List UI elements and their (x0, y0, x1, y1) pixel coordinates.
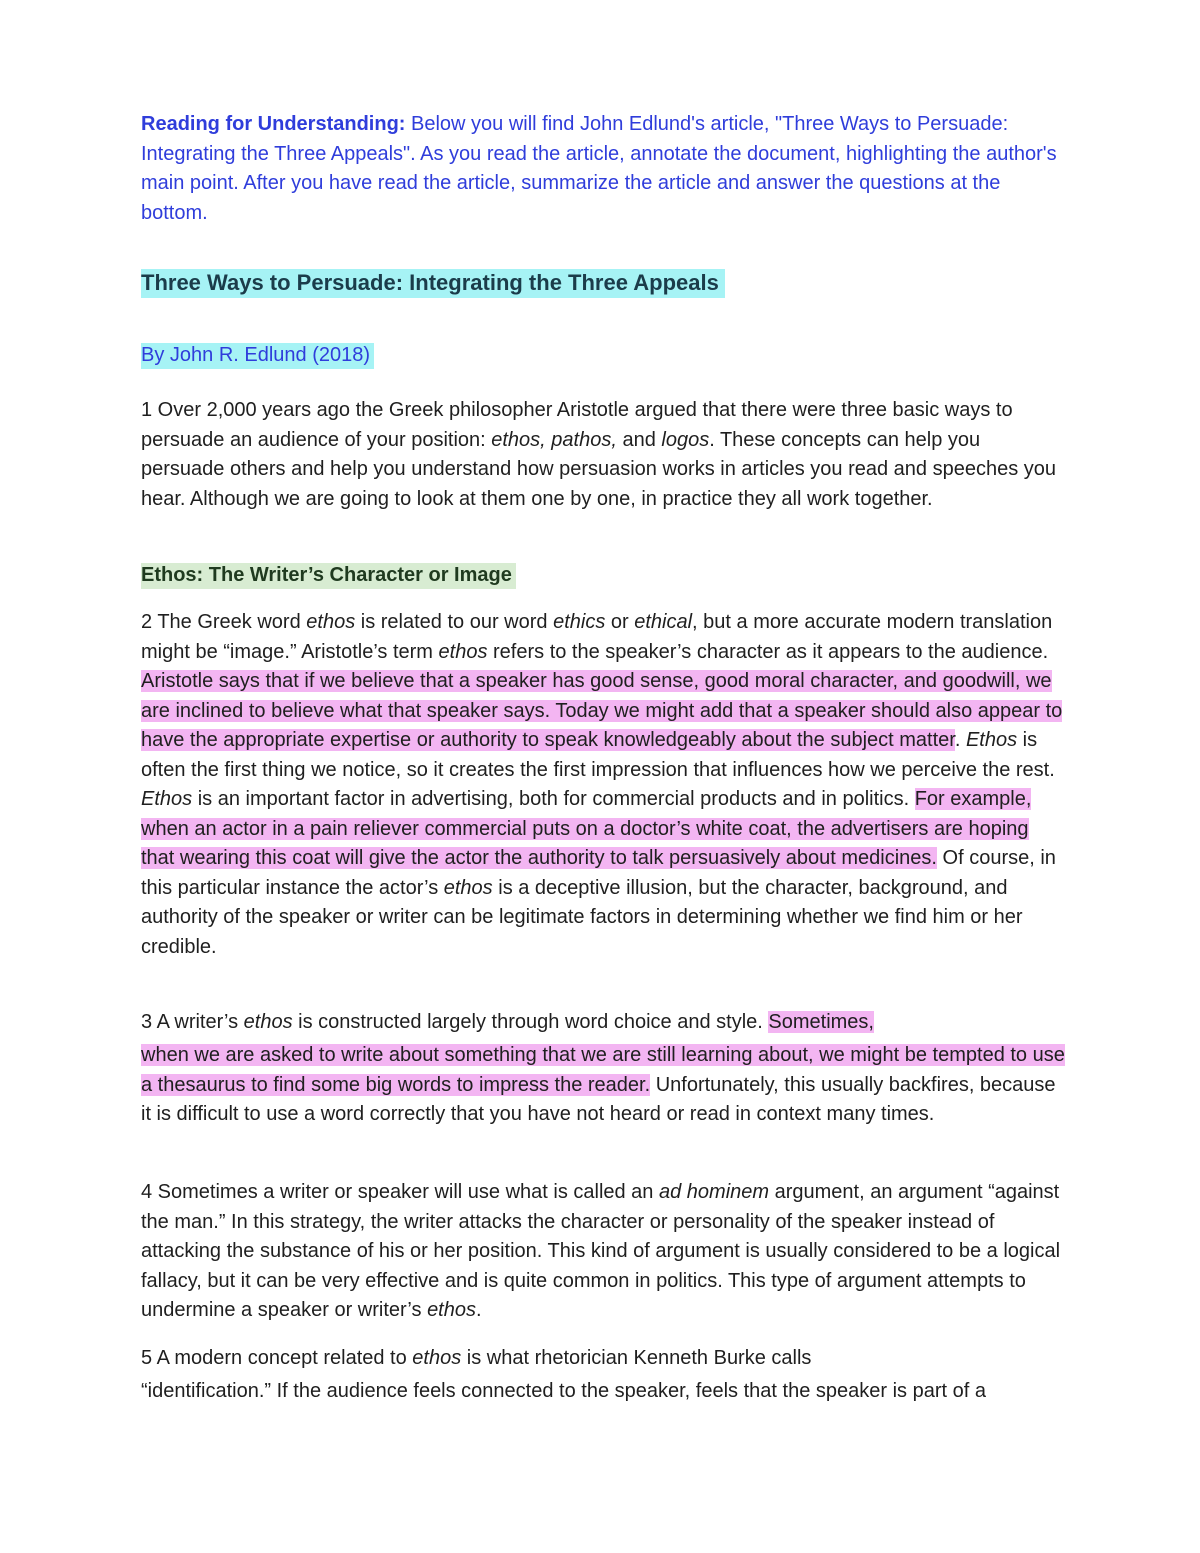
p2-text: is related to our word (355, 611, 554, 633)
p2-text: is a deceptive illusion, but the character, background, and authority of the speaker or writer can be legitimate factors in determining whether we find him or her credible. (141, 876, 1023, 958)
p1-italic: ethos, pathos, (491, 428, 617, 451)
p2-text: . (954, 729, 966, 751)
p2-text: , but a more accurate modern translation might be “image.” Aristotle’s term (141, 611, 1053, 663)
article-title (141, 266, 1066, 300)
highlight-thesaurus: when we are asked to write about something that we are still learning about, we might be tempted to use a thesaurus to find some big words to impress the reader. (141, 1044, 1065, 1096)
ethos-heading-text: Ethos: The Writer’s Character or Image (141, 563, 516, 589)
article-title-text: Three Ways to Persuade: Integrating the Three Appeals (141, 269, 725, 298)
ethos-heading (141, 560, 1066, 590)
p2-italic: ethos (443, 876, 493, 899)
p4-italic: ad hominem (659, 1181, 770, 1203)
p2-italic: Ethos (141, 788, 193, 810)
p2-text: is often the first thing we notice, so it creates the first impression that influences how we perceive the rest. (141, 729, 1055, 781)
paragraph-4 (141, 1178, 1066, 1326)
p3-text: Unfortunately, this usually backfires, because it is difficult to use a word correctly that you have not heard or read in context many times. (141, 1073, 1056, 1125)
p2-text: refers to the speaker’s character as it appears to the audience. (487, 640, 1049, 663)
instructions-lead: Reading for Understanding: (141, 113, 406, 135)
p2-italic: ethos (438, 640, 488, 663)
p5-text: 5 A modern concept related to (141, 1347, 413, 1369)
p2-text: is an important factor in advertising, both for commercial products and in politics. (192, 788, 915, 810)
p1-text: and (616, 428, 662, 451)
paragraph-3-line-1 (141, 1008, 1066, 1038)
p2-text: 2 The Greek word (141, 611, 307, 633)
p4-italic: ethos (427, 1299, 476, 1321)
p1-italic: logos (661, 428, 710, 451)
p3-text: is constructed largely through word choice and style. (292, 1011, 769, 1033)
instructions-body: Below you will find John Edlund's article, "Three Ways to Persuade: Integrating the Three Appeals". As you read the article, annotate the document, highlighting the author's main point. After you have read the article, summarize the article and answer the questions at the bottom. (141, 113, 1057, 224)
paragraph-5-line-1 (141, 1344, 1066, 1374)
paragraph-2 (141, 608, 1066, 962)
p2-text: Of course, in this particular instance the actor’s (141, 847, 1056, 899)
highlight-main-point: Aristotle says that if we believe that a speaker has good sense, good moral character, and goodwill, we are inclined to believe what that speaker says. Today we might add that a speaker should also appear to have the appropriate expertise or authority to speak knowledgeably about the subject matter (141, 670, 1063, 751)
p5-text: “identification.” If the audience feels connected to the speaker, feels that the speaker is part of a (141, 1380, 986, 1402)
p5-text: is what rhetorician Kenneth Burke calls (461, 1347, 812, 1369)
p1-text: 1 Over 2,000 years ago the Greek philosopher Aristotle argued that there were three basic ways to persuade an audience of your position: (141, 399, 1013, 451)
p4-text: 4 Sometimes a writer or speaker will use what is called an (141, 1181, 659, 1203)
p1-text: . These concepts can help you persuade others and help you understand how persuasion works in articles you read and speeches you hear. Although we are going to look at them one by one, in practice they all work together. (141, 428, 1057, 510)
paragraph-1 (141, 396, 1066, 514)
paragraph-5-line-2 (141, 1377, 1066, 1407)
p4-text: . (476, 1299, 482, 1321)
p2-italic: ethics (553, 611, 606, 633)
byline-text: By John R. Edlund (2018) (141, 343, 374, 369)
p3-italic: ethos (243, 1011, 293, 1033)
paragraph-3-body (141, 1041, 1066, 1130)
p4-text: argument, an argument “against the man.” In this strategy, the writer attacks the character or personality of the speaker instead of attacking the substance of his or her position. This kind of argument is usually considered to be a logical fallacy, but it can be very effective and is quite common in politics. This type of argument attempts to undermine a speaker or writer’s (141, 1181, 1061, 1321)
p2-italic: Ethos (965, 729, 1018, 751)
p2-italic: ethical (634, 611, 693, 633)
article-byline (141, 340, 1066, 370)
p3-text: 3 A writer’s (141, 1011, 244, 1033)
p2-text: or (605, 611, 635, 633)
p5-italic: ethos (412, 1347, 462, 1369)
highlight-thesaurus-start: Sometimes, (768, 1011, 874, 1033)
reading-instructions (141, 110, 1066, 228)
highlight-example: For example, when an actor in a pain reliever commercial puts on a doctor’s white coat, the advertisers are hoping that wearing this coat will give the actor the authority to talk persuasively about medicines. (141, 788, 1032, 869)
p2-italic: ethos (306, 611, 356, 633)
